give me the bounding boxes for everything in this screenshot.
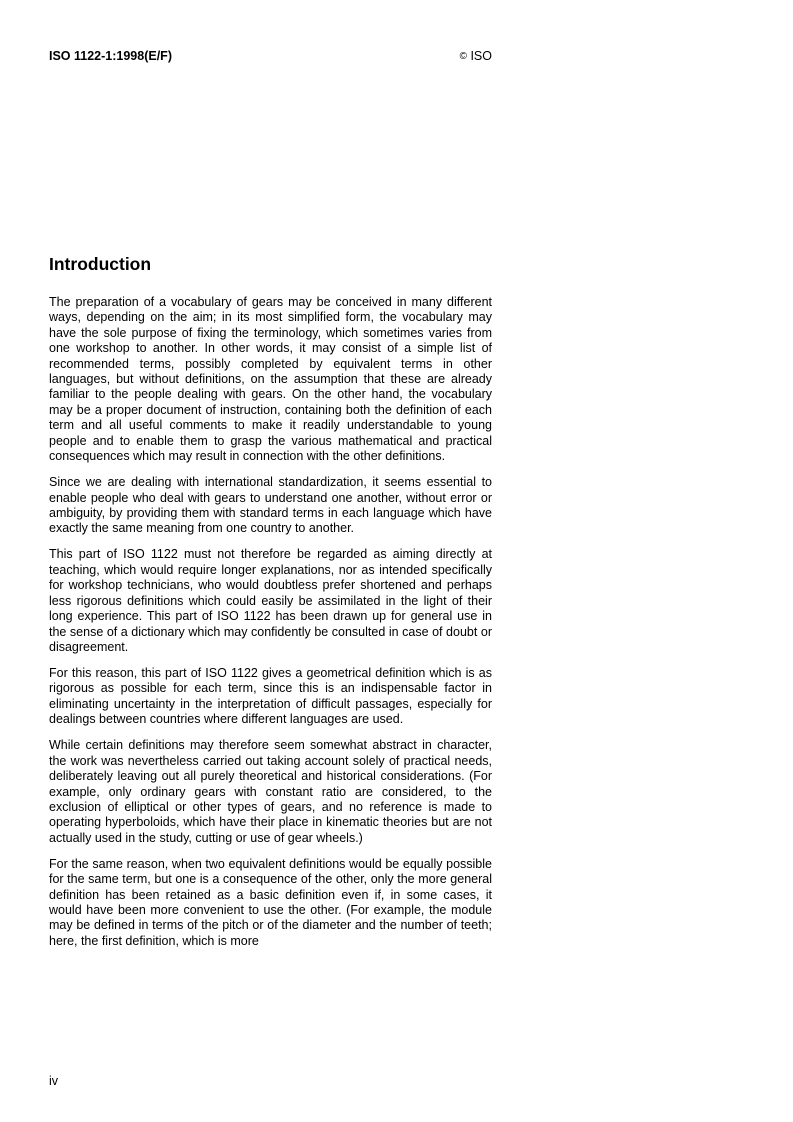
page-number: iv: [49, 1074, 59, 1088]
body-text: [49, 295, 492, 960]
document-id: ISO 1122-1:1998(E/F): [49, 49, 172, 63]
copyright-org: ISO: [470, 49, 492, 63]
copyright-symbol: ©: [459, 51, 467, 62]
paragraph: For the same reason, when two equivalent definitions would be equally possible for the same term, but one is a consequence of the other, only the more general definition has been retained as a basic definition even if, in some cases, it would have been more convenient to use the other. (For example, the module may be defined in terms of the pitch or of the diameter and the number of teeth; here, the first definition, which is more: [49, 856, 492, 948]
paragraph: While certain definitions may therefore seem somewhat abstract in character, the work was nevertheless carried out taking account solely of practical needs, deliberately leaving out all purely theoretical and historical considerations. (For example, only ordinary gears with constant ratio are considered, to the exclusion of elliptical or other types of gears, and no reference is made to operating hyperboloids, which have their place in kinematic theories but are not actually used in the study, cutting or use of gear wheels.): [49, 738, 492, 845]
paragraph: The preparation of a vocabulary of gears may be conceived in many different ways, depending on the aim; in its most simplified form, the vocabulary may have the sole purpose of fixing the terminology, which sometimes varies from one workshop to another. In other words, it may consist of a simple list of recommended terms, possibly completed by equivalent terms in other languages, but without definitions, on the assumption that these are already familiar to the people dealing with gears. On the other hand, the vocabulary may be a proper document of instruction, containing both the definition of each term and all useful comments to make it readily understandable to young people and to enable them to grasp the various mathematical and practical consequences which may result in connection with the other definitions.: [49, 295, 492, 464]
paragraph: Since we are dealing with international standardization, it seems essential to enable people who deal with gears to understand one another, without error or ambiguity, by providing them with standard terms in each language which have exactly the same meaning from one country to another.: [49, 475, 492, 536]
section-title: Introduction: [49, 254, 152, 274]
copyright-notice: [455, 48, 492, 65]
paragraph: For this reason, this part of ISO 1122 gives a geometrical definition which is as rigorous as possible for each term, since this is an indispensable factor in eliminating uncertainty in the interpretation of difficult passages, especially for dealings between countries where different languages are used.: [49, 666, 492, 727]
paragraph: This part of ISO 1122 must not therefore be regarded as aiming directly at teaching, which would require longer explanations, nor as intended specifically for workshop technicians, who would doubtless prefer shortened and perhaps less rigorous definitions which could easily be assimilated in the light of their long experience. This part of ISO 1122 has been drawn up for general use in the sense of a dictionary which may confidently be consulted in case of doubt or disagreement.: [49, 547, 492, 654]
